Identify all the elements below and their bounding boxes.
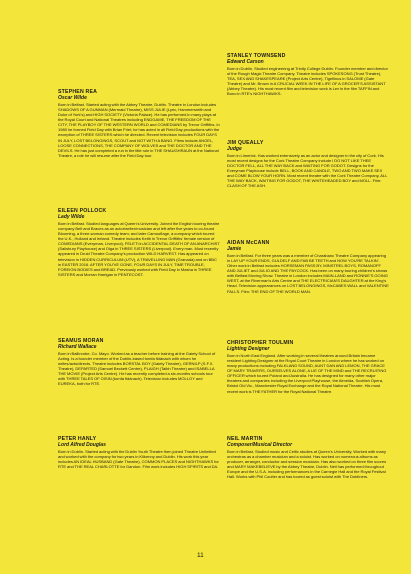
cast-bio: Born in Belfast. Studied music and Celtic studies at Queen's University. Worked with many orchestras as a chamber musician and a soloist. Has worked on numerous albums as producer, arranger, conductor and session musician. Has also worked on three film scores and MARY MAKEBELIEVE by the Abbey Theatre, Dublin. Neil has performed throughout Europe and the U.S.A. including performances in the Carnegie Hall and the Royal Festival Hall. Works with Phil Coulter and has toured as guest soloist with The Dubliners. xyxy=(227,448,387,480)
page-number: 11 xyxy=(197,552,204,559)
cast-role: Richard Wallace xyxy=(58,344,97,350)
bio-entry xyxy=(58,338,220,387)
bio-entry xyxy=(227,140,389,189)
cast-name: JIM QUEALLY xyxy=(227,140,264,146)
cast-name: PETER HANLY xyxy=(58,436,97,442)
bio-entry xyxy=(227,53,389,96)
cast-name: SEAMUS MORAN xyxy=(58,338,104,344)
bio-entry xyxy=(227,436,389,479)
bio-entry xyxy=(58,436,220,469)
cast-name: EILEEN POLLOCK xyxy=(58,208,107,214)
cast-bio: Born in Belfast. Started acting with the Abbey Theatre, Dublin. Theatre in London includes SHADOWS OF A GUNMAN (Mermaid Theatre), MISS JULIE (Lyric, Hammersmith and Duke of York's) and HIGH SOCIETY (Victoria Palace). He has performed in many plays at the Royal Court and National Theatres including ENDGAME, THE FREEDOM OF THE CITY, THE PLAYBOY OF THE WESTERN WORLD and COMEDIANS by Trevor Griffiths. In 1980 he formed Field Day with Brian Friel; he has acted in all Field Day productions with the exception of THREE SISTERS which he directed. Recent television includes FOUR DAYS IN JULY, LOST BELONGINGS, SCOUT and NOT WITH A BANG. Films include ANGEL, LOOSE CONNECTIONS, THE COMPANY OF WOLVES and THE DOCTOR AND THE DEVILS. He has just completed a run in the title role in THE SHAUGHRAUN at the National Theatre, a role he will resume after the Field Day tour. xyxy=(58,101,220,159)
cast-name: STANLEY TOWNSEND xyxy=(227,53,286,59)
cast-bio: Born in Ballinrobe, Co. Mayo. Worked as a teacher before training at the Gaiety School of Acting. Is a founder member of the Dublin-based tomfa fidánach with whom he writes/acts/directs. Theatre includes BORSTAL BOY (Gaiety Theatre), GERNILP (S.F.X. Theatre), DEPARTED (Samuel Beckett Centre), PLAIGH (Taibh Theatre) and ISABELLA THE MOVIE (Project Arts Centre). He has recently completed a six-months schools tour with THREE TALES OF OISIN (tomfa fidánach). Television includes MOLLOY and EUREKA, both for RTE. xyxy=(58,350,216,387)
bio-entry xyxy=(227,240,389,294)
cast-name: CHRISTOPHER TOULMIN xyxy=(227,340,294,346)
cast-bio: Born in Belfast. For three years was a member of Charabanc Theatre Company appearing in LAY UP YOUR ENDS, GULDELF AND FAB BE TEETH and NOW YOU'RE TALKIN'. Other work in Belfast includes HORSEMAN PASS BY, MINSTREL BOYS, ROMANOFF AND JULIET and JULIO AND THE PAYCOCK. Has been on many touring children's shows with Belfast Moving Show. Theatre in London includes MAIN-LAND and RONNIE'S GOING WEST, at the Riverman's Arts Centre and THE ELECTRICIAN'S DAUGHTER at the King's Head. Television appearances on LOST BELONGINGS, McCABES WALL and VALENTINE FALLS. Film: THE END OF THE WORLD MAN. xyxy=(227,252,389,294)
bio-entry xyxy=(227,340,389,394)
cast-name: NEIL MARTIN xyxy=(227,436,263,442)
cast-bio: Born in North East England. After working in several theatres around Britain became resident Lighting Designer at the Royal Court Theatre in London where he has worked on many productions including FALKLAND SOUND, AUNT DAN AND LEMON, THE GRACE OF MARY TRAVERS, OURSELVES ALONE, A LIE OF THE MIND and THE RECRUITING OFFICER which toured Poland and Australia. He has designed for many other major theatres and companies including the Liverpool Playhouse, the Almeida, Scottish Opera, Bristol Old Vic., Manchester Royal Exchange and the Royal National Theatre. His most recent work is THE FATHER for the Royal National Theatre. xyxy=(227,352,387,394)
cast-role: Composer/Musical Director xyxy=(227,442,293,448)
cast-role: Oscar Wilde xyxy=(58,95,87,101)
cast-bio: Born in Dublin. Started acting with the Dublin Youth Theatre then joined Theatre Unlimited and worked with the company for two years in Kilkenny and Dublin. His work this year includes AN IDEAL HUSBAND (Gate Theatre), COMMON PLACES and NIGHTHAWKS for RTE and THE REAL CHARLOTTE for Gandon. Film work includes HIGH SPIRITS and DA. xyxy=(58,448,219,469)
cast-role: Jamie xyxy=(227,246,242,252)
cast-bio: Born in Dublin. Studied engineering at Trinity College Dublin. Founder member and director of the Rough Magic Theatre Company. Theatre includes SPOKESONG (Trust Theatre), TEA, SEX AND SHAKESPEARE (Project Arts Centre), Tigellinus in SALOME (Gate Theatre) and Mr. Brown in A CRUCIAL WEEK IN THE LIFE OF A GROCER'S ASSISTANT (Abbey Theatre). His most recent film and television work is Lex in the film TAFFIN and Bono in RTE's NIGHTHAWKS. xyxy=(227,65,388,97)
cast-role: Lighting Designer xyxy=(227,346,270,352)
cast-role: Lady Wilde xyxy=(58,214,85,220)
cast-bio: Born in Limerick. Has worked extensively as an actor and designer in the city of Cork. His most recent designs for the Cork Theatre Company include I DO NOT LIKE THEE DOCTOR FELL, ALL THE WAY BACK and WAITING FOR GODOT. Designs for the Everyman Playhouse include BELL, BOOK AND CANDLE, TWO AND TWO MAKE SEX and COME BLOW YOUR HORN. Most recent theatre with the Cork Theatre Company, ALL THE WAY BACK, WAITING FOR GODOT, THE WHITEHEADED BOY and MOLL. Film: CLASH OF THE ASH. xyxy=(227,152,388,189)
bio-entry xyxy=(58,208,220,277)
cast-role: Edward Carson xyxy=(227,59,264,65)
cast-role: Lord Alfred Douglas xyxy=(58,442,106,448)
cast-name: STEPHEN REA xyxy=(58,89,98,95)
cast-bio: Born in Belfast. Studied languages at Queen's University. Joined the English touring theatre company Belt and Braces as an actor/writer/musician and left after five years to co-found Blooming, a three-woman comedy team; and later Camouflage, a company which toured the U.K., Holland and Ireland. Theatre includes Keith in Trevor Griffiths' female version of COMEDIANS (Everyman, Liverpool), FELETI in ACCIDENTAL DEATH OF AN ANARCHIST (Salisbury Playhouse) and Olga in THREE SISTERS (Liverpool). Every man. Most recently appeared in Druid Theatre Company's production WILD HARVEST. Has appeared on television in HIDDEN CURRICULUM (UTV), A TRAVELLING MAN (Granada) and on BBC in EASTER 2016. AFTER YOU'VE GONE, FOUR DAYS IN JULY, TIME TROUBLE, FOREIGN BODIES and BREAD. Previously worked with Field Day in Masha in THREE SISTERS and Morran Harrigan in PENTECOST. xyxy=(58,220,220,278)
cast-role: Judge xyxy=(227,146,242,152)
bio-entry xyxy=(58,89,220,158)
cast-name: AIDAN McCANN xyxy=(227,240,270,246)
